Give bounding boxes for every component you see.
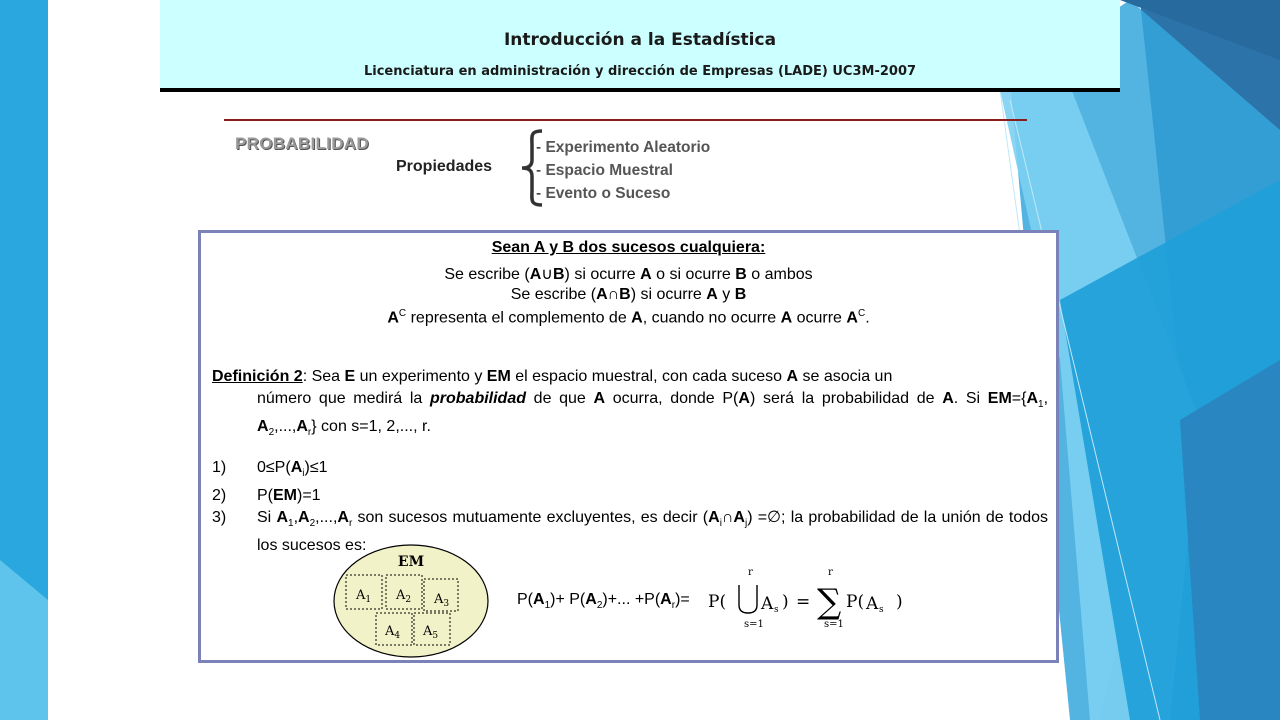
- svg-text:s=1: s=1: [824, 619, 844, 630]
- list-item: - Evento o Suceso: [536, 185, 671, 202]
- svg-text:∑: ∑: [817, 582, 842, 622]
- svg-text:P(: P(: [846, 592, 865, 612]
- svg-text:=: =: [796, 592, 811, 612]
- divider-rule: [224, 119, 1027, 121]
- svg-text:): ): [782, 592, 789, 612]
- section-title: PROBABILIDAD: [235, 134, 369, 153]
- svg-text:s: s: [774, 605, 779, 615]
- definition-box: [198, 230, 1059, 663]
- svg-text:s: s: [879, 605, 884, 615]
- sum-expression: $P(A_1)+ P(A_2)+$... $+P(A_r)=$: [517, 591, 690, 612]
- venn-diagram: [331, 541, 491, 659]
- svg-text:s=1: s=1: [744, 619, 764, 630]
- svg-text:r: r: [828, 567, 833, 578]
- slide-header: [160, 0, 1120, 92]
- svg-text:A: A: [761, 594, 774, 614]
- axiom-2: 2) P(EM)=1: [212, 487, 321, 505]
- course-subtitle: Licenciatura en administración y dirección de Empresas (LADE) UC3M-2007: [363, 64, 917, 79]
- svg-text:r: r: [748, 567, 753, 578]
- svg-text:A: A: [866, 594, 879, 614]
- intersection-line: Se escribe (A∩B) si ocurre A y B: [510, 286, 747, 303]
- course-title: Introducción a la Estadística: [503, 30, 777, 50]
- box-heading: Sean A y B dos sucesos cualquiera:: [491, 239, 766, 256]
- axiom-3: 3) Si $A_1,A_2,...,A_r$ son sucesos mutuamente excluyentes, es decir $(A_i\cap A_j)$ =∅; la probabilidad de la unión de todos los sucesos es:: [212, 509, 1049, 555]
- list-item: - Espacio Muestral: [536, 162, 673, 179]
- complement-line: $A^C$ representa el complemento de A, cuando no ocurre A ocurre $A^C$.: [387, 308, 870, 327]
- union-line: Se escribe (A∪B) si ocurre A o si ocurre B o ambos: [444, 266, 813, 283]
- axiom-1: 1) $0\le P(A_i)\le 1$: [212, 459, 328, 480]
- properties-list: [536, 136, 710, 205]
- venn-title: EM: [397, 554, 425, 570]
- list-item: - Experimento Aleatorio: [536, 139, 711, 156]
- svg-text:): ): [896, 592, 903, 612]
- set-a2-label: $A_2$: [396, 588, 412, 605]
- set-a1-label: $A_1$: [356, 588, 372, 605]
- set-a4-label: $A_4$: [385, 624, 401, 641]
- properties-label: Propiedades: [396, 158, 493, 175]
- svg-text:P(: P(: [708, 592, 727, 612]
- probability-formula: [706, 563, 906, 635]
- set-a3-label: $A_3$: [434, 592, 450, 609]
- set-a5-label: $A_5$: [423, 624, 439, 641]
- definition-text: Definición 2: Sea E un experimento y EM el espacio muestral, con cada suceso A se asocia un número que medirá la probabilidad de que A ocurra, donde P(A) será la probabilidad de A. Si $EM=\{A_1$, $A_2,...,A_r$} con s=1, 2,..., r.: [212, 368, 1049, 439]
